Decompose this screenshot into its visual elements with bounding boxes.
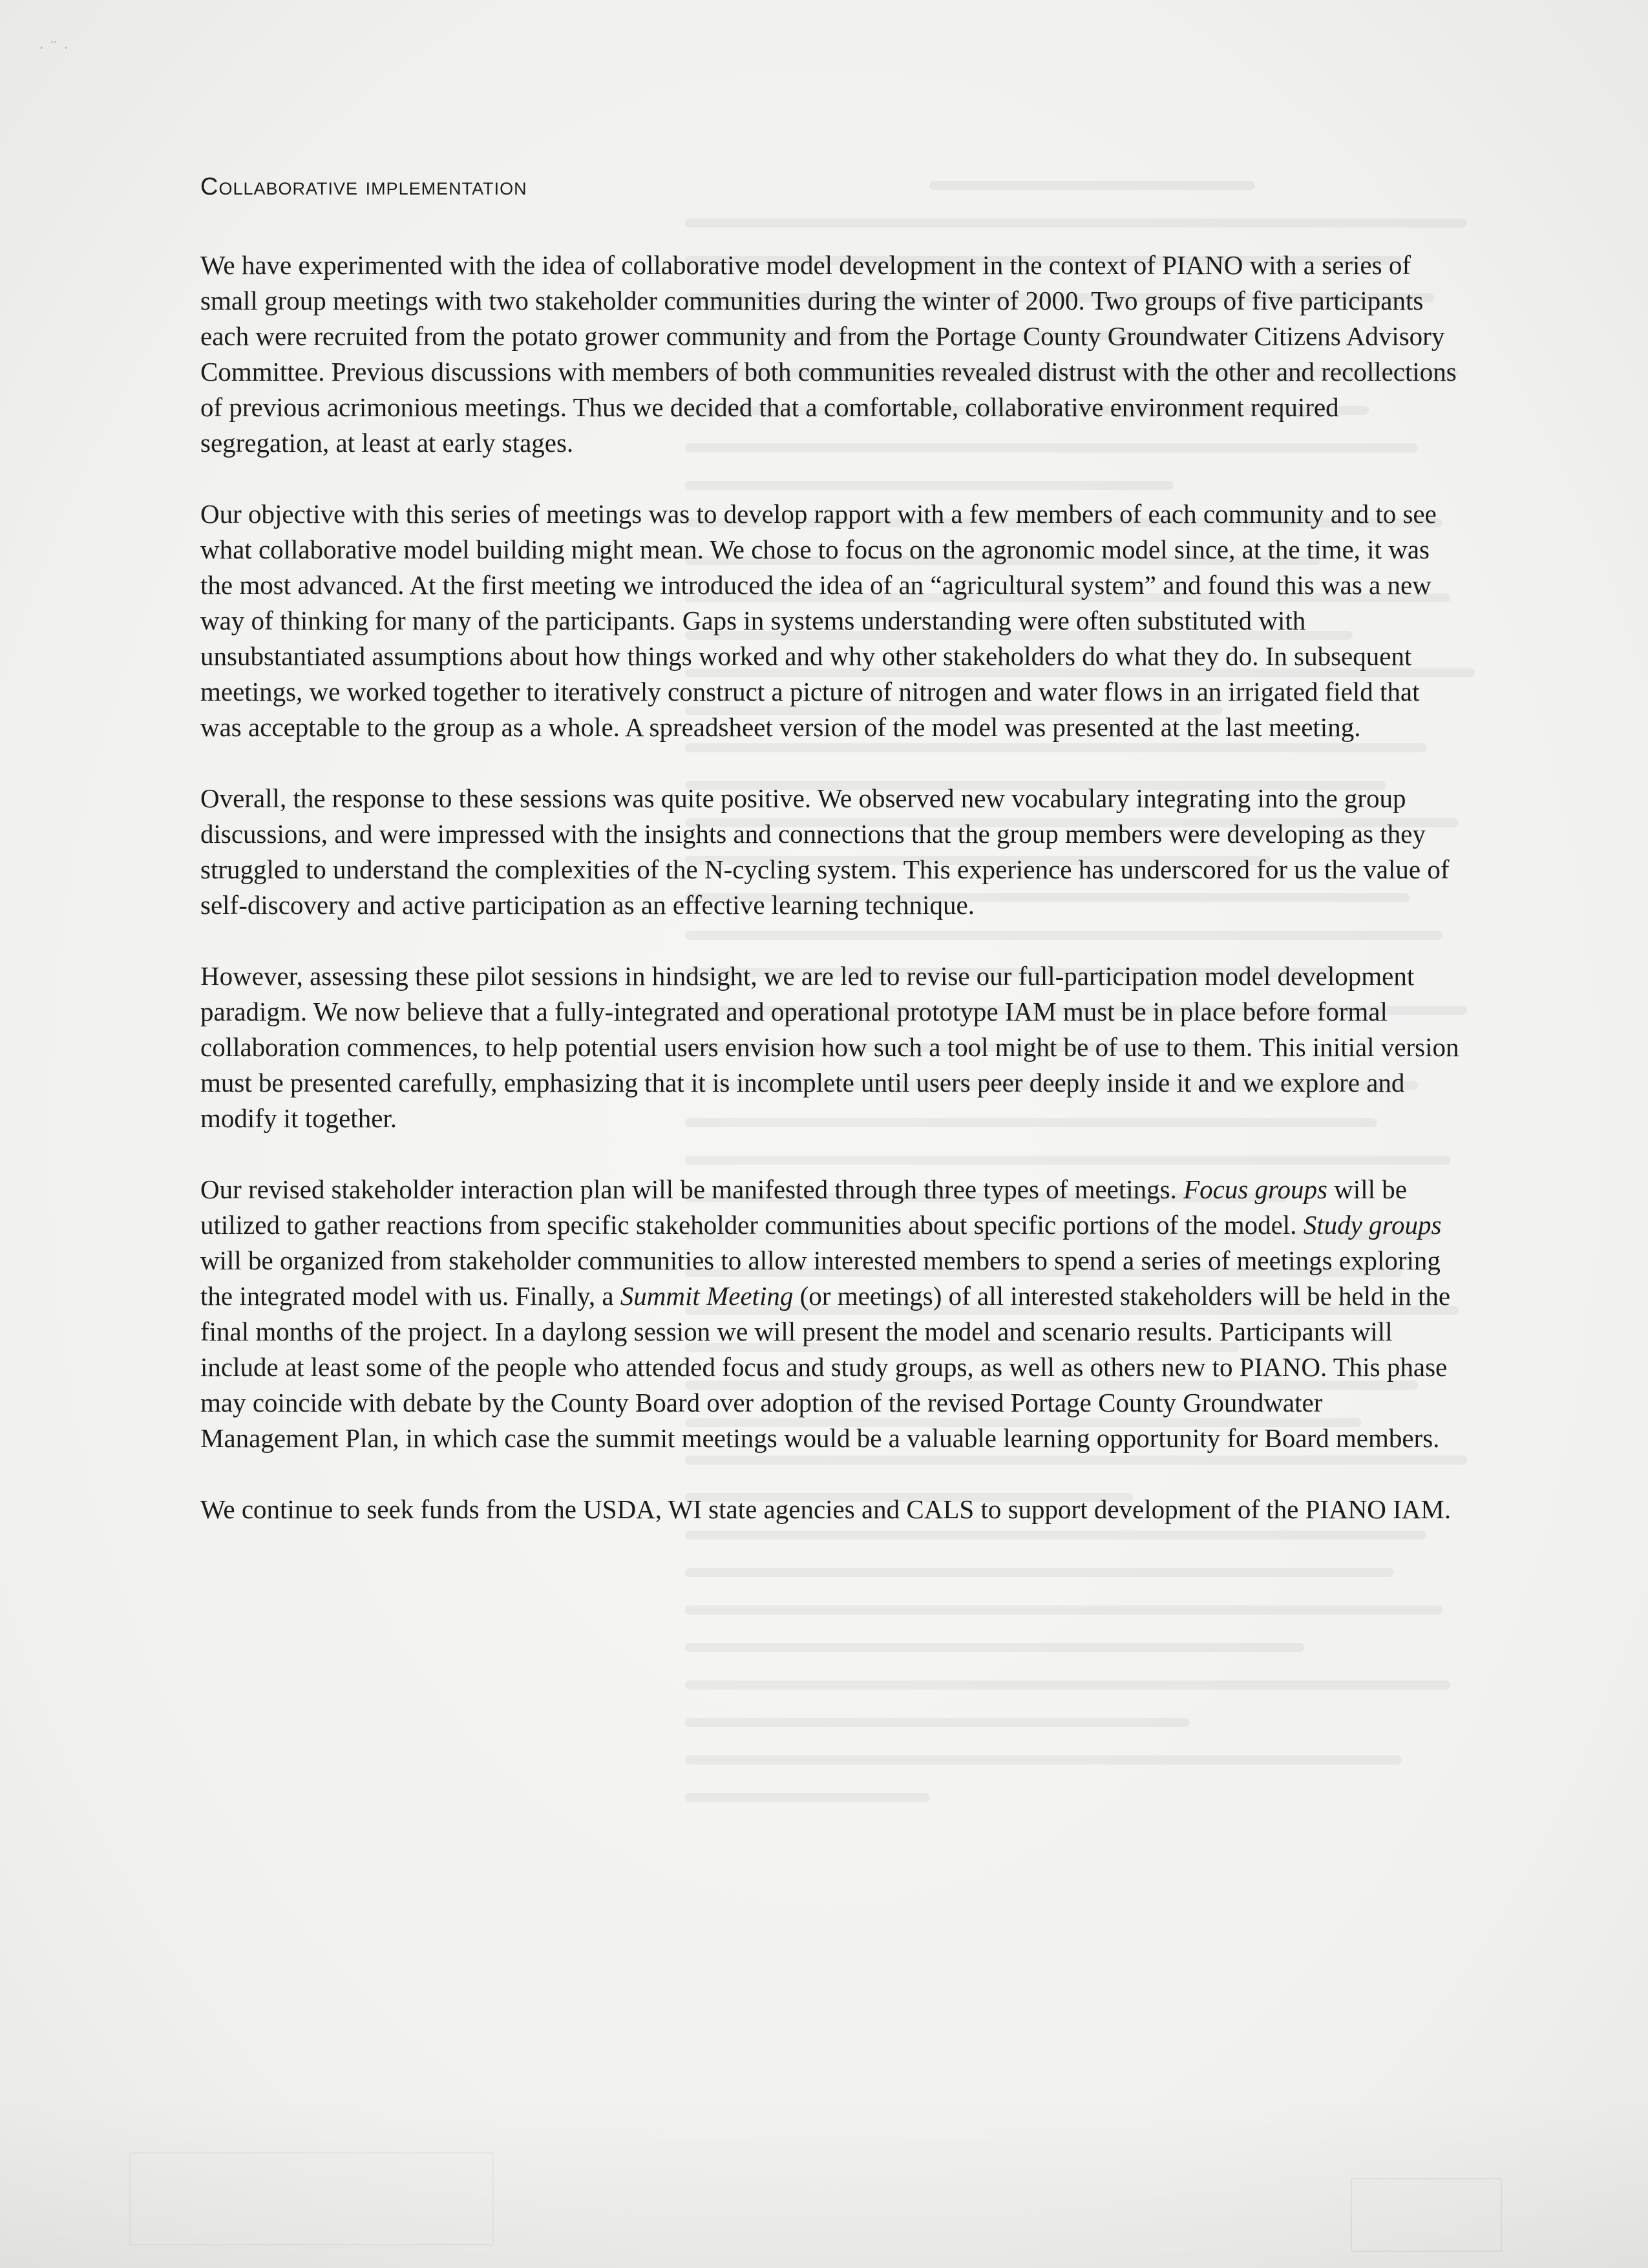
paragraph-3: Overall, the response to these sessions was quite positive. We observed new vocabulary integrating into the group discussions, and were impressed with the insights and connections that the group members were developing as they struggled to understand the complexities of the N-cycling system. This experience has underscored for us the value of self-discovery and active participation as an effective learning technique. <box>200 783 1450 920</box>
summit-meeting-term: Summit Meeting <box>620 1281 794 1311</box>
paragraph-2: Our objective with this series of meetings was to develop rapport with a few members of each community and to see what collaborative model building might mean. We chose to focus on the agronomic model since, at the time, it was the most advanced. At the first meeting we introduced the idea of an “agricultural system” and found this was a new way of thinking for many of the participants. Gaps in systems understanding were often substituted with unsubstantiated assumptions about how things worked and why other stakeholders do what they do. In subsequent meetings, we worked together to iteratively construct a picture of nitrogen and water flows in an irrigated field that was acceptable to the group as a whole. A spreadsheet version of the model was presented at the last meeting. <box>200 499 1437 742</box>
paragraph-5 <box>200 1172 1467 1456</box>
scan-specks: · ¨ · <box>39 39 69 58</box>
bleed-through-box-left <box>129 2152 494 2245</box>
study-groups-term: Study groups <box>1303 1210 1442 1240</box>
paragraph-4: However, assessing these pilot sessions in hindsight, we are led to revise our full-participation model development paradigm. We now believe that a fully-integrated and operational prototype IAM must be in place before formal collaboration commences, to help potential users envision how such a tool might be of use to them. This initial version must be presented carefully, emphasizing that it is incomplete until users peer deeply inside it and we explore and modify it together. <box>200 961 1459 1133</box>
document-body <box>200 169 1467 1563</box>
paragraph-1: We have experimented with the idea of collaborative model development in the context of PIANO with a series of small group meetings with two stakeholder communities during the winter of 2000. Two groups of five participants each were recruited from the potato grower community and from the Portage County Groundwater Citizens Advisory Committee. Previous discussions with members of both communities revealed distrust with the other and recollections of previous acrimonious meetings. Thus we decided that a comfortable, collaborative environment required segregation, at least at early stages. <box>200 250 1457 458</box>
focus-groups-text: will be utilized to gather reactions from specific stakeholder communities about specific portions of the model. <box>200 1174 1407 1240</box>
closing-paragraph: We continue to seek funds from the USDA, WI state agencies and CALS to support development of the PIANO IAM. <box>200 1494 1452 1524</box>
focus-groups-term: Focus groups <box>1183 1174 1327 1204</box>
summit-meeting-text: (or meetings) of all interested stakeholders will be held in the final months of the project. In a daylong session we will present the model and scenario results. Participants will include at least some of the people who attended focus and study groups, as well as others new to PIANO. This phase may coincide with debate by the County Board over adoption of the revised Portage County Groundwater Management Plan, in which case the summit meetings would be a valuable learning opportunity for Board members. <box>200 1281 1451 1453</box>
paragraph-5-intro: Our revised stakeholder interaction plan will be manifested through three types of meetings. <box>200 1174 1184 1204</box>
study-groups-text: will be organized from stakeholder communities to allow interested members to spend a series of meetings exploring the integrated model with us. Finally, a <box>200 1245 1441 1311</box>
section-heading: Collaborative implementation <box>200 173 527 200</box>
bleed-through-box-right <box>1351 2178 1502 2252</box>
